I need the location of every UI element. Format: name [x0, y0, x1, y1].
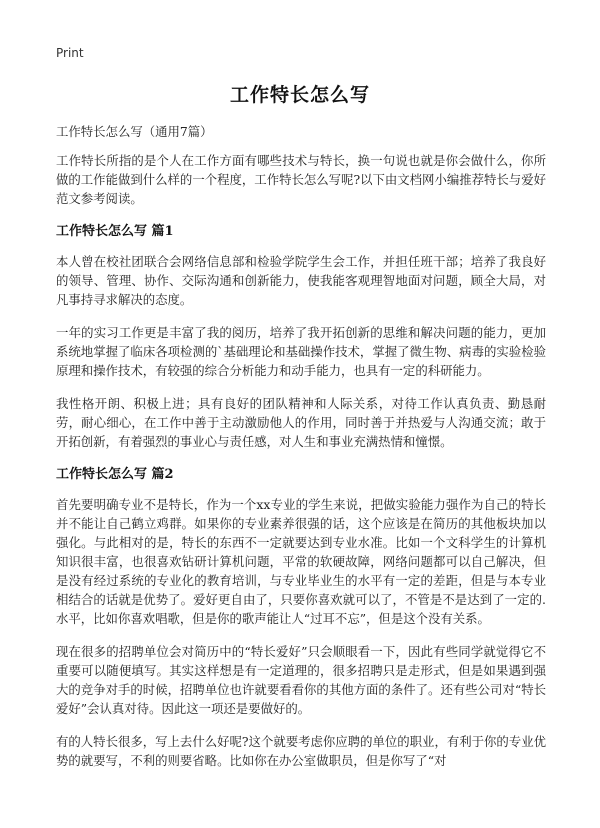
section-paragraph: 本人曾在校社团联合会网络信息部和检验学院学生会工作，并担任班干部；培养了我良好的领导、管理、协作、交际沟通和创新能力，使我能客观理智地面对问题，顾全大局，对凡事持寻求解决的态度。 — [56, 254, 546, 307]
article-subtitle: 工作特长怎么写（通用7篇） — [56, 124, 213, 139]
page-title: 工作特长怎么写 — [229, 84, 370, 106]
article-body — [56, 122, 546, 784]
section-paragraph: 现在很多的招聘单位会对简历中的“特长爱好”只会顺眼看一下，因此有些同学就觉得它不重要可以随便填写。其实这样想是有一定道理的，很多招聘只是走形式，但是如果遇到强大的竞争对手的时候，招聘单位也许就要看看你的其他方面的条件了。还有些公司对“特长爱好”会认真对待。因此这一项还是要做好的。 — [56, 644, 546, 716]
section-heading: 工作特长怎么写 篇2 — [56, 467, 174, 482]
intro-paragraph: 工作特长所指的是个人在工作方面有哪些技术与特长，换一句说也就是你会做什么，你所做的工作能做到什么样的一个程度，工作特长怎么写呢?以下由文档网小编推荐特长与爱好范文参考阅读。 — [56, 153, 546, 206]
section-paragraph: 我性格开朗、积极上进；具有良好的团队精神和人际关系，对待工作认真负责、勤恳耐劳，耐心细心，在工作中善于主动激励他人的作用，同时善于并热爱与人沟通交流；敢于开拓创新，有着强烈的事业心与责任感，对人生和事业充满热情和憧憬。 — [56, 396, 546, 449]
section-heading: 工作特长怎么写 篇1 — [56, 224, 174, 239]
section-paragraph: 一年的实习工作更是丰富了我的阅历，培养了我开拓创新的思维和解决问题的能力，更加系统地掌握了临床各项检测的`基础理论和基础操作技术，掌握了微生物、病毒的实验检验原理和操作技术，有较强的综合分析能力和动手能力，也具有一定的科研能力。 — [56, 325, 546, 378]
section-paragraph: 有的人特长很多，写上去什么好呢?这个就要考虑你应聘的单位的职业，有利于你的专业优势的就要写，不利的则要省略。比如你在办公室做职员，但是你写了“对 — [56, 734, 546, 768]
section-paragraph: 首先要明确专业不是特长，作为一个xx专业的学生来说，把做实验能力强作为自己的特长并不能让自己鹤立鸡群。如果你的专业素养很强的话，这个应该是在简历的其他板块加以强化。与此相对的是，特长的东西不一定就要达到专业水准。比如一个文科学生的计算机知识很丰富，也很喜欢钻研计算机问题，平常的软硬故障，网络问题都可以自己解决，但是没有经过系统的专业化的教育培训，与专业毕业生的水平有一定的差距，但是与本专业相结合的话就是优势了。爱好更自由了，只要你喜欢就可以了，不管是不是达到了一定的.水平，比如你喜欢唱歌，但是你的歌声能让人“过耳不忘”，但是这个没有关系。 — [56, 497, 546, 626]
print-link[interactable]: Print — [56, 46, 84, 60]
